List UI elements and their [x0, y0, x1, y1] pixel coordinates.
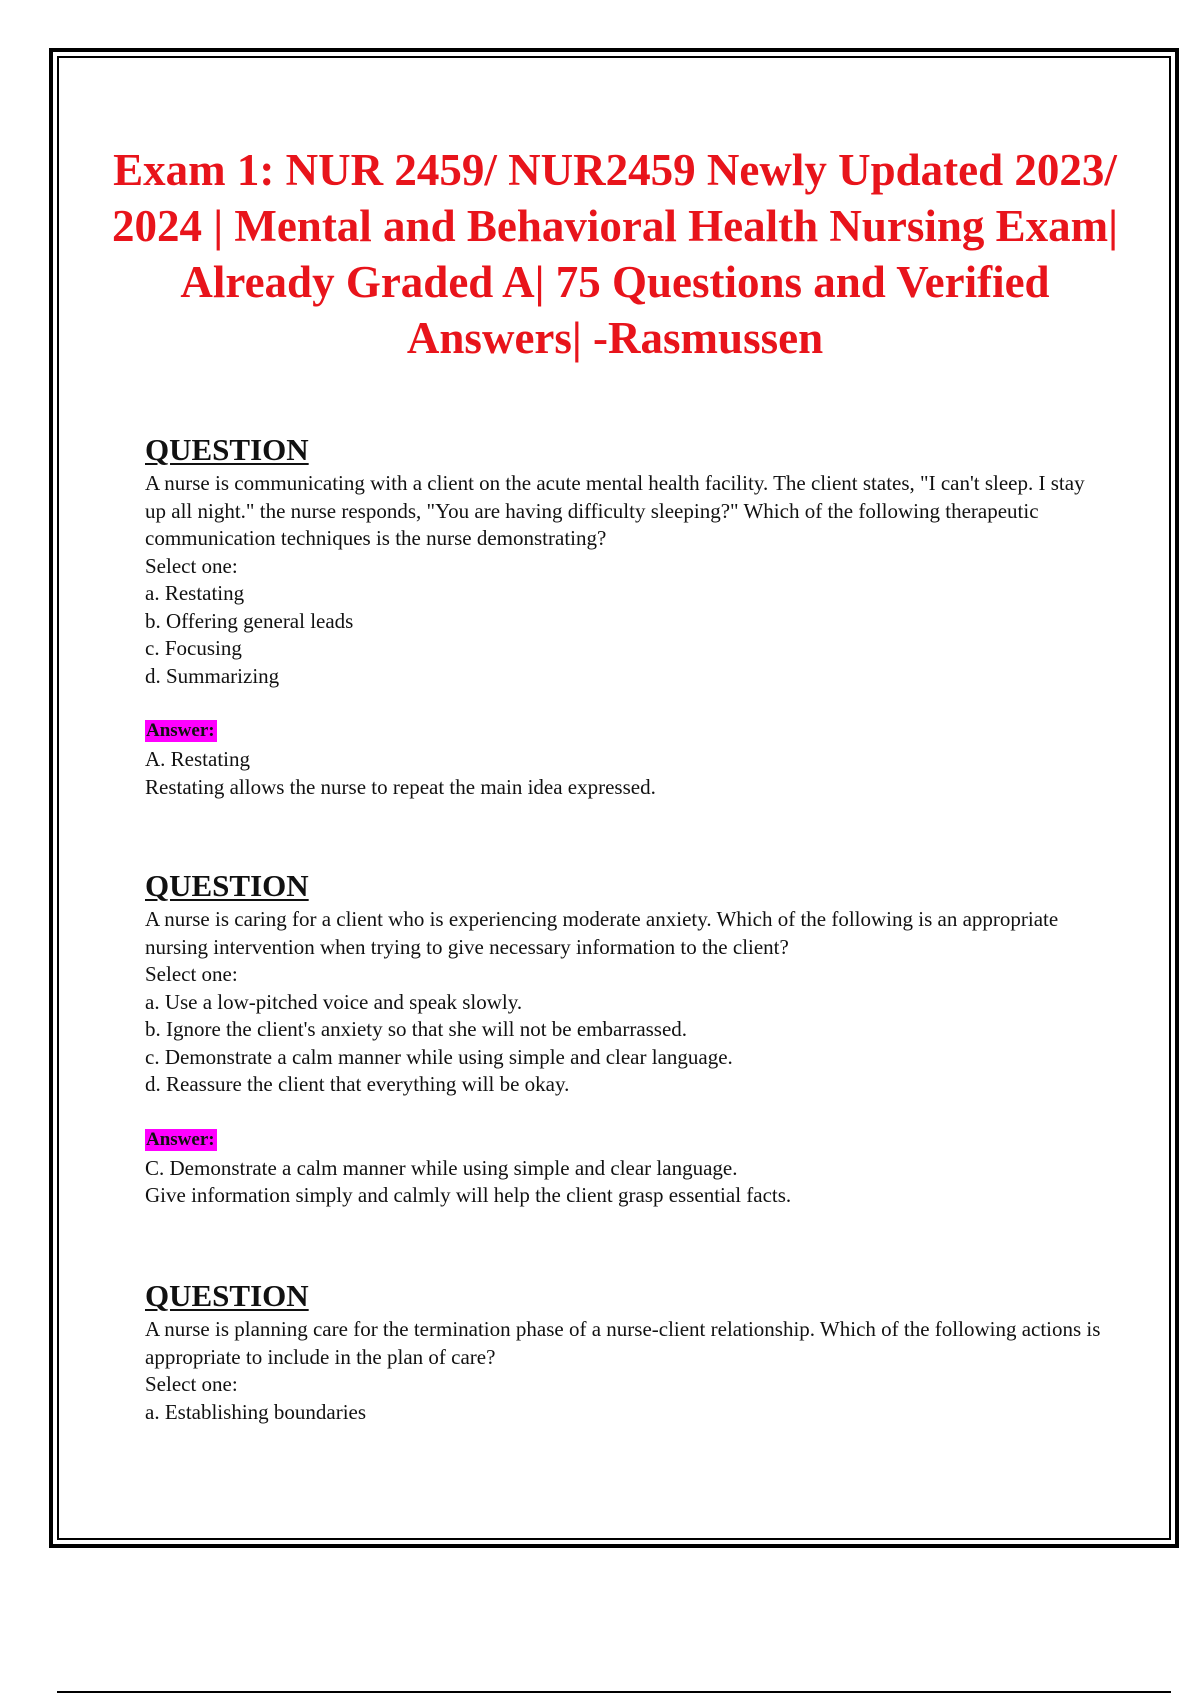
option-b: b. Offering general leads [145, 608, 354, 633]
correct-answer: C. Demonstrate a calm manner while using simple and clear language. [145, 1155, 738, 1180]
question-text: A nurse is caring for a client who is experiencing moderate anxiety. Which of the following is an appropriate nursing intervention when trying to give necessary information to the client? [145, 907, 1059, 959]
question-block-3 [145, 1278, 1105, 1426]
question-heading: QUESTION [145, 432, 309, 467]
answer-rationale: Restating allows the nurse to repeat the main idea expressed. [145, 774, 656, 799]
answer-label: Answer: [146, 1128, 215, 1150]
option-b: b. Ignore the client's anxiety so that she will not be embarrassed. [145, 1017, 688, 1041]
question-heading: QUESTION [145, 1278, 309, 1313]
option-a: a. Restating [145, 581, 245, 605]
footer-rule [57, 1691, 1171, 1693]
answer-options [145, 580, 1105, 690]
question-block-2 [145, 868, 1105, 1210]
option-a: a. Establishing boundaries [145, 1399, 367, 1424]
document-title: Exam 1: NUR 2459/ NUR2459 Newly Updated 2023/ 2024 | Mental and Behavioral Health Nursing Exam| Already Graded A| 75 Questions and Verified Answers| -Rasmussen [111, 145, 1119, 363]
question-block-1 [145, 432, 1105, 801]
option-d: d. Summarizing [145, 663, 280, 688]
question-text: A nurse is communicating with a client on the acute mental health facility. The client states, "I can't sleep. I stay up all night." the nurse responds, "You are having difficulty sleeping?" Which of the following therapeutic communication techniques is the nurse demonstrating? [145, 471, 1085, 550]
answer-options [145, 1399, 1105, 1427]
correct-answer: A. Restating [145, 747, 250, 771]
answer-label: Answer: [146, 720, 215, 741]
select-one-label: Select one: [145, 1372, 238, 1396]
option-c: c. Demonstrate a calm manner while using simple and clear language. [145, 1044, 733, 1069]
answer-options [145, 989, 1105, 1099]
question-heading: QUESTION [145, 868, 309, 903]
option-c: c. Focusing [145, 636, 242, 660]
answer-rationale: Give information simply and calmly will help the client grasp essential facts. [145, 1183, 792, 1207]
question-text: A nurse is planning care for the termination phase of a nurse-client relationship. Which of the following actions is appropriate to include in the plan of care? [145, 1317, 1101, 1369]
select-one-label: Select one: [145, 962, 238, 986]
option-a: a. Use a low-pitched voice and speak slowly. [145, 989, 523, 1014]
select-one-label: Select one: [145, 553, 238, 578]
option-d: d. Reassure the client that everything will be okay. [145, 1072, 570, 1096]
